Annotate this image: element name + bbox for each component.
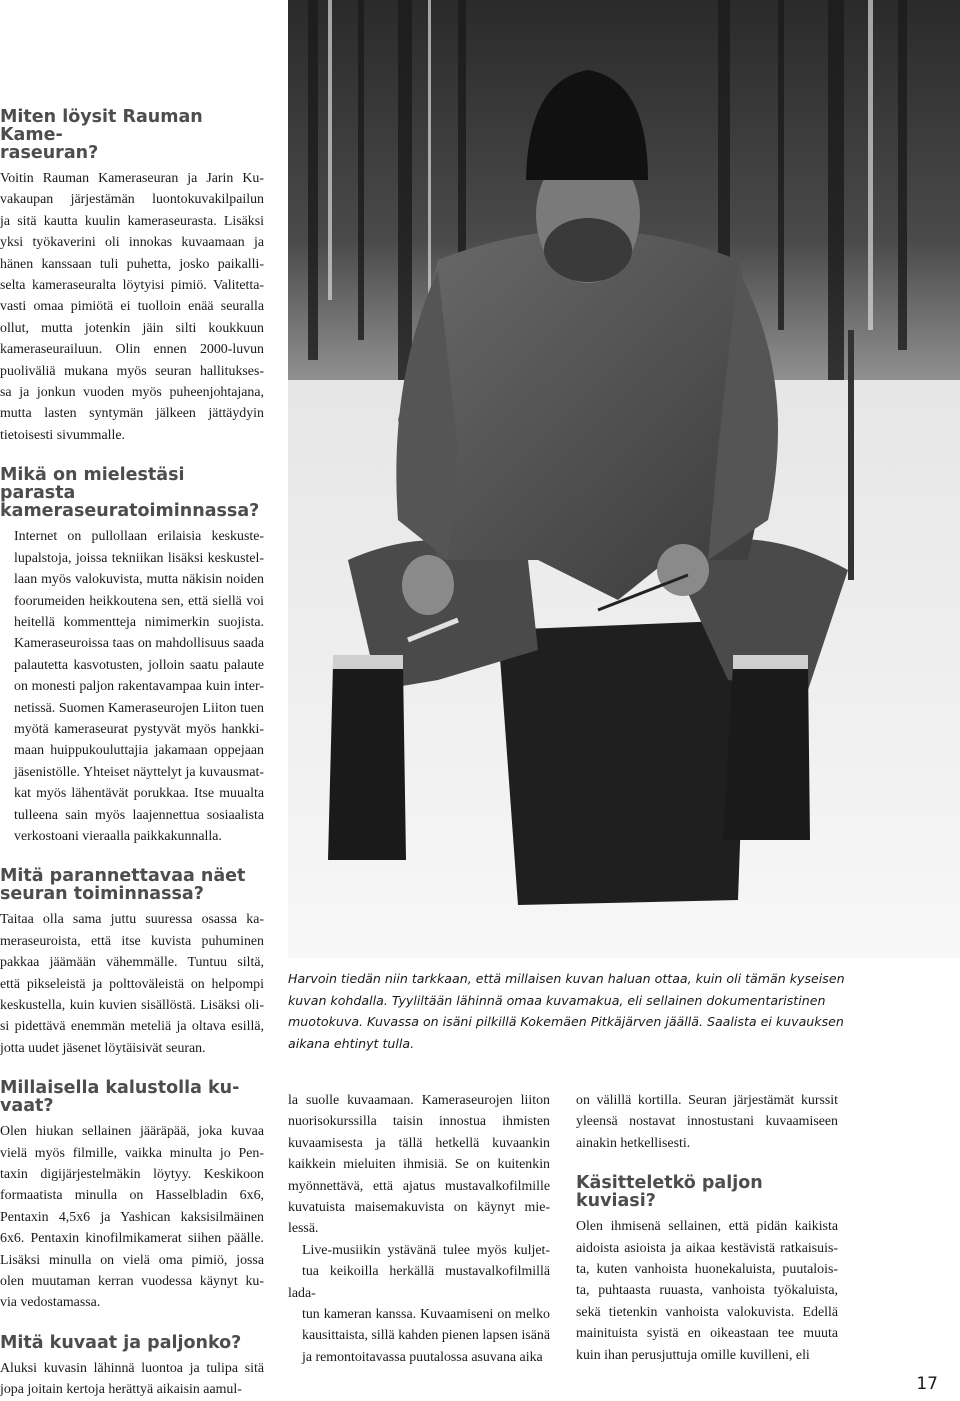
text-line: mainituista syistä en oikeastaan tee muuta bbox=[576, 1326, 838, 1342]
text-line: kuin ihan perusjuttuja omille kuvilleni, eli bbox=[576, 1347, 810, 1363]
text-line: jopa joitain kertoja herättyä aikaisin aamul- bbox=[0, 1382, 242, 1398]
text-line: myötä kameraseurat pystyvät myös hankki- bbox=[14, 721, 264, 737]
text-line: kaikkein mieluiten ihmisiä. Se on kuitenkin bbox=[288, 1157, 550, 1173]
text-line: ta, puhtaasta ruuasta, vanhoista työkaluista, bbox=[576, 1283, 838, 1299]
text-line: Taitaa olla sama juttu suuressa osassa ka- bbox=[0, 912, 264, 928]
text-line: tietoisesti sivummalle. bbox=[0, 427, 126, 443]
body-paragraph bbox=[288, 1240, 550, 1368]
text-line: laan myös valokuvista, mutta näkisin noiden bbox=[14, 572, 264, 588]
text-line: tun kameran kanssa. Kuvaamiseni on melko bbox=[302, 1307, 550, 1323]
text-line: tua keikoilla herkällä mustavalkofilmillä lada- bbox=[288, 1264, 550, 1301]
text-line: olen muutaman kerran vuodessa käynyt ku- bbox=[0, 1274, 264, 1290]
heading-line: Miten löysit Rauman Kame- bbox=[0, 107, 203, 145]
body-paragraph bbox=[0, 526, 264, 847]
text-line: selta kameraseuralta löytyisi pimiö. Valitetta- bbox=[0, 278, 264, 294]
right-text-column bbox=[576, 1090, 838, 1366]
left-text-column bbox=[0, 108, 264, 1401]
section-heading bbox=[0, 108, 264, 162]
text-line: maan huippukouluttajia jakamaan oppejaan bbox=[14, 743, 264, 759]
text-line: että pikseleistä ja polttoväleistä on helpompi bbox=[0, 976, 264, 992]
text-line: lupalstoja, joissa tekniikan lisäksi keskustel- bbox=[14, 550, 264, 566]
body-paragraph bbox=[0, 1358, 264, 1401]
text-line: jotta uudet jäsenet löytäisivät seuran. bbox=[0, 1040, 206, 1056]
text-line: lessä. bbox=[288, 1221, 319, 1237]
text-line: verkostoani vieraalla paikkakunnalla. bbox=[14, 828, 222, 844]
text-line: on monesti paljon rakentavampaa kuin inter- bbox=[14, 679, 264, 695]
heading-line: raseuran? bbox=[0, 143, 99, 163]
text-line: tulleena sain myös laajennettua sosiaalista bbox=[14, 807, 264, 823]
section-heading bbox=[0, 867, 264, 903]
body-paragraph bbox=[576, 1216, 838, 1366]
text-line: vielä myös filmille, vaikka minulta jo Pen- bbox=[0, 1145, 264, 1161]
text-line: kat myös lähentävät porukkaa. Itse muualta bbox=[14, 786, 264, 802]
text-line: sa ja jonkun vuoden myös puheenjohtajana, bbox=[0, 385, 264, 401]
body-paragraph bbox=[0, 168, 264, 446]
text-line: kuvaamisesta ja tällä hetkellä kuvaankin bbox=[288, 1135, 550, 1151]
heading-line: kameraseuratoiminnassa? bbox=[0, 501, 260, 522]
text-line: Kameraseuroissa taas on mahdollisuus saada bbox=[14, 636, 264, 652]
text-line: yleensä nostavat innostustani kuvaamiseen bbox=[576, 1114, 838, 1130]
photo-caption bbox=[288, 968, 848, 1054]
text-line: la suolle kuvaamaan. Kameraseurojen liiton bbox=[288, 1093, 550, 1108]
text-line: palautetta kasvotusten, jolloin saatu palaute bbox=[14, 657, 264, 673]
text-line: vakaupan järjestämän luontokuvakilpailun bbox=[0, 192, 264, 208]
heading-line: seuran toiminnassa? bbox=[0, 884, 204, 905]
text-line: yksi työkaverini oli innokas kuvaamaan ja bbox=[0, 235, 264, 251]
text-line: Live-musiikin ystävänä tulee myös kuljet- bbox=[302, 1242, 550, 1258]
text-line: jäsenistölle. Yhteiset näyttelyt ja kuvausmat- bbox=[14, 764, 264, 780]
text-line: aidoista asioista ja aikaa kestävistä ratkaisuis- bbox=[576, 1240, 838, 1256]
text-line: meraseuroista, että itse kuvista puhuminen bbox=[0, 933, 264, 949]
text-line: ainakin hetkellisesti. bbox=[576, 1135, 691, 1151]
text-line: keskustella, kuin kuvien sisällöstä. Lisäksi oli- bbox=[0, 998, 264, 1013]
text-line: sekä tietenkin vanhoista valokuvista. Edellä bbox=[576, 1304, 838, 1320]
text-line: 6x6. Pentaxin kinofilmikamerat siihen päälle. bbox=[0, 1231, 264, 1247]
body-paragraph bbox=[0, 909, 264, 1059]
text-line: Aluksi kuvasin lähinnä luontoa ja tulipa sitä bbox=[0, 1360, 264, 1376]
text-line: Internet on pullollaan erilaisia keskuste- bbox=[14, 529, 264, 545]
text-line: myönnettävä, että ajatus mustavalkofilmille bbox=[288, 1178, 550, 1194]
caption-text: Harvoin tiedän niin tarkkaan, että millaisen kuvan haluan ottaa, kuin oli tämän kyseisen kuvan kohdalla. Tyyliltään lähinnä omaa kuvamakua, eli sellainen dokumentaristinen muotokuva. Kuvassa on isäni pilkillä Kokemäen Pitkäjärven jäällä. Saalista ei kuvauksen aikana ehtinyt tulla. bbox=[288, 971, 845, 1051]
text-line: Olen ihmisenä sellainen, että pidän kaikista bbox=[576, 1219, 838, 1235]
text-line: formaatista minulla on Hasselbladin 6x6, bbox=[0, 1188, 264, 1204]
text-line: ja sitä kautta kuulin kameraseurasta. Lisäksi bbox=[0, 213, 264, 229]
section-heading bbox=[0, 1334, 264, 1352]
text-line: kuvatuista maisemakuvista on käynyt mie- bbox=[288, 1200, 550, 1216]
text-line: foorumeiden heikkoutena sen, että siellä voi bbox=[14, 593, 264, 609]
photo-ice-fisherman bbox=[288, 0, 960, 958]
body-paragraph bbox=[576, 1090, 838, 1154]
heading-line: Mikä on mielestäsi parasta bbox=[0, 465, 185, 504]
text-line: netissä. Suomen Kameraseurojen Liiton tuen bbox=[14, 700, 264, 716]
heading-line: Käsitteletkö paljon kuviasi? bbox=[576, 1173, 763, 1212]
text-line: kameraseurailuun. Olin ennen 2000-luvun bbox=[0, 342, 264, 358]
body-paragraph bbox=[288, 1090, 550, 1240]
section-heading bbox=[576, 1174, 838, 1210]
page-number: 17 bbox=[916, 1374, 938, 1394]
text-line: ta, kuten vanhoista huonekaluista, puutalois- bbox=[576, 1262, 838, 1278]
section-heading bbox=[0, 1079, 264, 1115]
text-line: mutta lasten syntymän jälkeen jättäydyin bbox=[0, 406, 264, 422]
text-line: Voitin Rauman Kameraseuran ja Jarin Ku- bbox=[0, 171, 264, 186]
text-line: Lisäksi minulla on vielä oma pimiö, jossa bbox=[0, 1252, 264, 1268]
text-line: si pidettävä enemmän meteliä ja oltava esillä, bbox=[0, 1019, 264, 1035]
text-line: Pentaxin 4,5x6 ja Yashican kaksisilmäinen bbox=[0, 1209, 264, 1225]
text-line: puoliväliä mukana myös seuran hallitukses- bbox=[0, 363, 264, 379]
heading-line: Millaisella kalustolla ku- bbox=[0, 1078, 240, 1099]
text-line: vasti omaa pimiötä ei tuolloin enää seuralla bbox=[0, 299, 264, 315]
text-line: kausittaista, sillä kahden pienen lapsen isänä bbox=[302, 1328, 550, 1344]
text-line: ollut, mutta jotenkin jäin silti koukkuun bbox=[0, 320, 264, 336]
text-line: pakkaa jäämään vähemmälle. Tuntuu siltä, bbox=[0, 955, 264, 971]
body-paragraph bbox=[0, 1121, 264, 1314]
text-line: via vedostamassa. bbox=[0, 1295, 101, 1311]
heading-line: Mitä kuvaat ja paljonko? bbox=[0, 1332, 242, 1353]
heading-line: Mitä parannettavaa näet bbox=[0, 866, 246, 887]
text-line: taxin digijärjestelmäkin löytyy. Keskikoon bbox=[0, 1167, 264, 1183]
text-line: nuorisokurssilla taisin innostua ihmisten bbox=[288, 1114, 550, 1130]
heading-line: vaat? bbox=[0, 1096, 54, 1117]
text-line: heitellä kommentteja nimimerkin suojista. bbox=[14, 614, 264, 630]
text-line: ja remontoitavassa puutalossa asuvana aika bbox=[302, 1349, 543, 1365]
text-line: hänen kanssaan tuli puhetta, josko paikalli- bbox=[0, 256, 264, 272]
section-heading bbox=[0, 466, 264, 520]
middle-text-column bbox=[288, 1090, 550, 1368]
text-line: Olen hiukan sellainen jääräpää, joka kuvaa bbox=[0, 1124, 264, 1140]
text-line: on välillä kortilla. Seuran järjestämät kurssit bbox=[576, 1093, 838, 1108]
